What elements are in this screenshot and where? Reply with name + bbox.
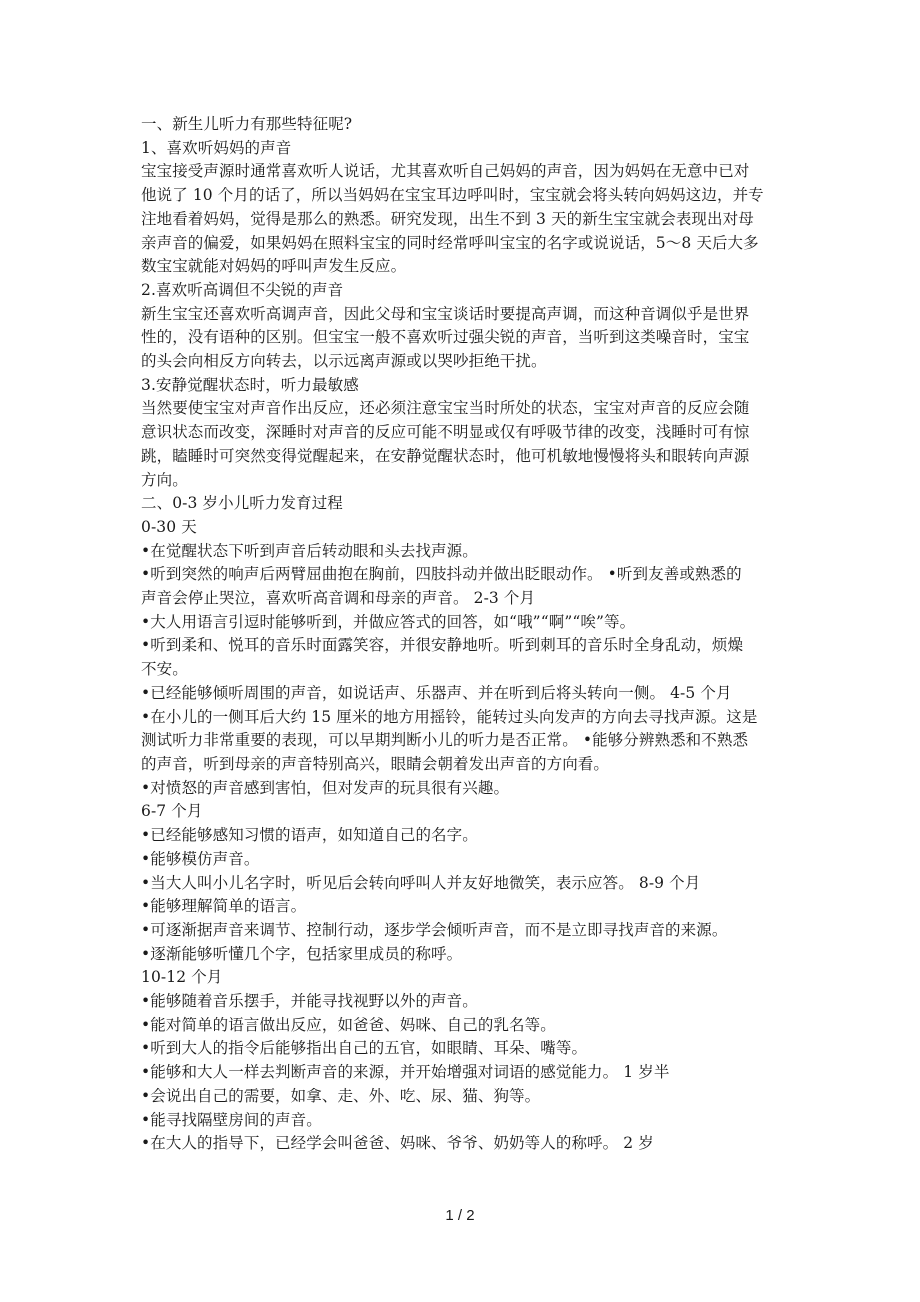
text-line: 数宝宝就能对妈妈的呼叫声发生反应。 bbox=[141, 257, 407, 276]
text-line: 声音会停止哭泣，喜欢听高音调和母亲的声音。 2-3 个月 bbox=[141, 589, 536, 608]
text-line: 新生宝宝还喜欢听高调声音，因此父母和宝宝谈话时要提高声调，而这种音调似乎是世界 bbox=[141, 304, 750, 323]
text-line: •大人用语言引逗时能够听到，并做应答式的回答，如“哦”“啊”“唉”等。 bbox=[141, 612, 636, 631]
text-line: •能够模仿声音。 bbox=[141, 849, 260, 868]
document-body bbox=[141, 113, 786, 1156]
text-line: 6-7 个月 bbox=[141, 802, 203, 821]
text-line: 二、0-3 岁小儿听力发育过程 bbox=[141, 494, 343, 513]
text-line: 的声音，听到母亲的声音特别高兴，眼睛会朝着发出声音的方向看。 bbox=[141, 754, 610, 773]
text-line: 注地看着妈妈，觉得是那么的熟悉。研究发现，出生不到 3 天的新生宝宝就会表现出对母 bbox=[141, 209, 754, 228]
text-line: 2.喜欢听高调但不尖锐的声音 bbox=[141, 280, 344, 299]
text-line: •逐渐能够听懂几个字，包括家里成员的称呼。 bbox=[141, 944, 463, 963]
text-line: 亲声音的偏爱，如果妈妈在照料宝宝的同时经常呼叫宝宝的名字或说说话，5～8 天后大多 bbox=[141, 233, 759, 252]
text-line: 3.安静觉醒状态时，听力最敏感 bbox=[141, 375, 359, 394]
text-line: 当然要使宝宝对声音作出反应，还必须注意宝宝当时所处的状态，宝宝对声音的反应会随 bbox=[141, 399, 750, 418]
text-line: •能够和大人一样去判断声音的来源，并开始增强对词语的感觉能力。 1 岁半 bbox=[141, 1063, 670, 1082]
text-line: •当大人叫小儿名字时，听见后会转向呼叫人并友好地微笑，表示应答。 8-9 个月 bbox=[141, 873, 701, 892]
text-line: 跳，瞌睡时可突然变得觉醒起来，在安静觉醒状态时，他可机敏地慢慢将头和眼转向声源 bbox=[141, 446, 750, 465]
text-line: 性的，没有语种的区别。但宝宝一般不喜欢听过强尖锐的声音，当听到这类噪音时，宝宝 bbox=[141, 328, 750, 347]
text-line: •可逐渐据声音来调节、控制行动，逐步学会倾听声音，而不是立即寻找声音的来源。 bbox=[141, 920, 728, 939]
text-line: •已经能够感知习惯的语声，如知道自己的名字。 bbox=[141, 826, 478, 845]
text-line: •能够随着音乐摆手，并能寻找视野以外的声音。 bbox=[141, 992, 478, 1011]
text-line: 的头会向相反方向转去，以示远离声源或以哭吵拒绝干扰。 bbox=[141, 352, 547, 371]
text-line: 10-12 个月 bbox=[141, 968, 223, 987]
text-line: 0-30 天 bbox=[141, 517, 197, 536]
text-line: •听到大人的指令后能够指出自己的五官，如眼睛、耳朵、嘴等。 bbox=[141, 1039, 588, 1058]
text-line: 不安。 bbox=[141, 660, 188, 679]
text-line: •能对简单的语言做出反应，如爸爸、妈咪、自己的乳名等。 bbox=[141, 1015, 556, 1034]
text-line: 测试听力非常重要的表现，可以早期判断小儿的听力是否正常。 •能够分辨熟悉和不熟悉 bbox=[141, 731, 749, 750]
text-line: 他说了 10 个月的话了，所以当妈妈在宝宝耳边呼叫时，宝宝就会将头转向妈妈这边，并专 bbox=[141, 186, 764, 205]
text-line: •在觉醒状态下听到声音后转动眼和头去找声源。 bbox=[141, 541, 478, 560]
text-line: •听到柔和、悦耳的音乐时面露笑容，并很安静地听。听到刺耳的音乐时全身乱动，烦燥 bbox=[141, 636, 744, 655]
text-line: •对愤怒的声音感到害怕，但对发声的玩具很有兴趣。 bbox=[141, 778, 510, 797]
text-line: 方向。 bbox=[141, 470, 188, 489]
text-line: 意识状态而改变，深睡时对声音的反应可能不明显或仅有呼吸节律的改变，浅睡时可有惊 bbox=[141, 423, 750, 442]
text-line: •能寻找隔壁房间的声音。 bbox=[141, 1110, 322, 1129]
text-line: •在大人的指导下，已经学会叫爸爸、妈咪、爷爷、奶奶等人的称呼。 2 岁 bbox=[141, 1134, 654, 1153]
text-line: •听到突然的响声后两臂屈曲抱在胸前，四肢抖动并做出眨眼动作。 •听到友善或熟悉的 bbox=[141, 565, 742, 584]
text-line: 1、喜欢听妈妈的声音 bbox=[141, 138, 292, 157]
text-line: •已经能够倾听周围的声音，如说话声、乐器声、并在听到后将头转向一侧。 4-5 个月 bbox=[141, 683, 732, 702]
page-number: 1 / 2 bbox=[445, 1207, 475, 1224]
text-line: •会说出自己的需要，如拿、走、外、吃、尿、猫、狗等。 bbox=[141, 1086, 541, 1105]
text-line: •在小儿的一侧耳后大约 15 厘米的地方用摇铃，能转过头向发声的方向去寻找声源。这是 bbox=[141, 707, 758, 726]
text-line: •能够理解简单的语言。 bbox=[141, 897, 307, 916]
text-line: 一、新生儿听力有那些特征呢? bbox=[141, 115, 353, 133]
text-line: 宝宝接受声源时通常喜欢听人说话，尤其喜欢听自己妈妈的声音，因为妈妈在无意中已对 bbox=[141, 162, 750, 181]
